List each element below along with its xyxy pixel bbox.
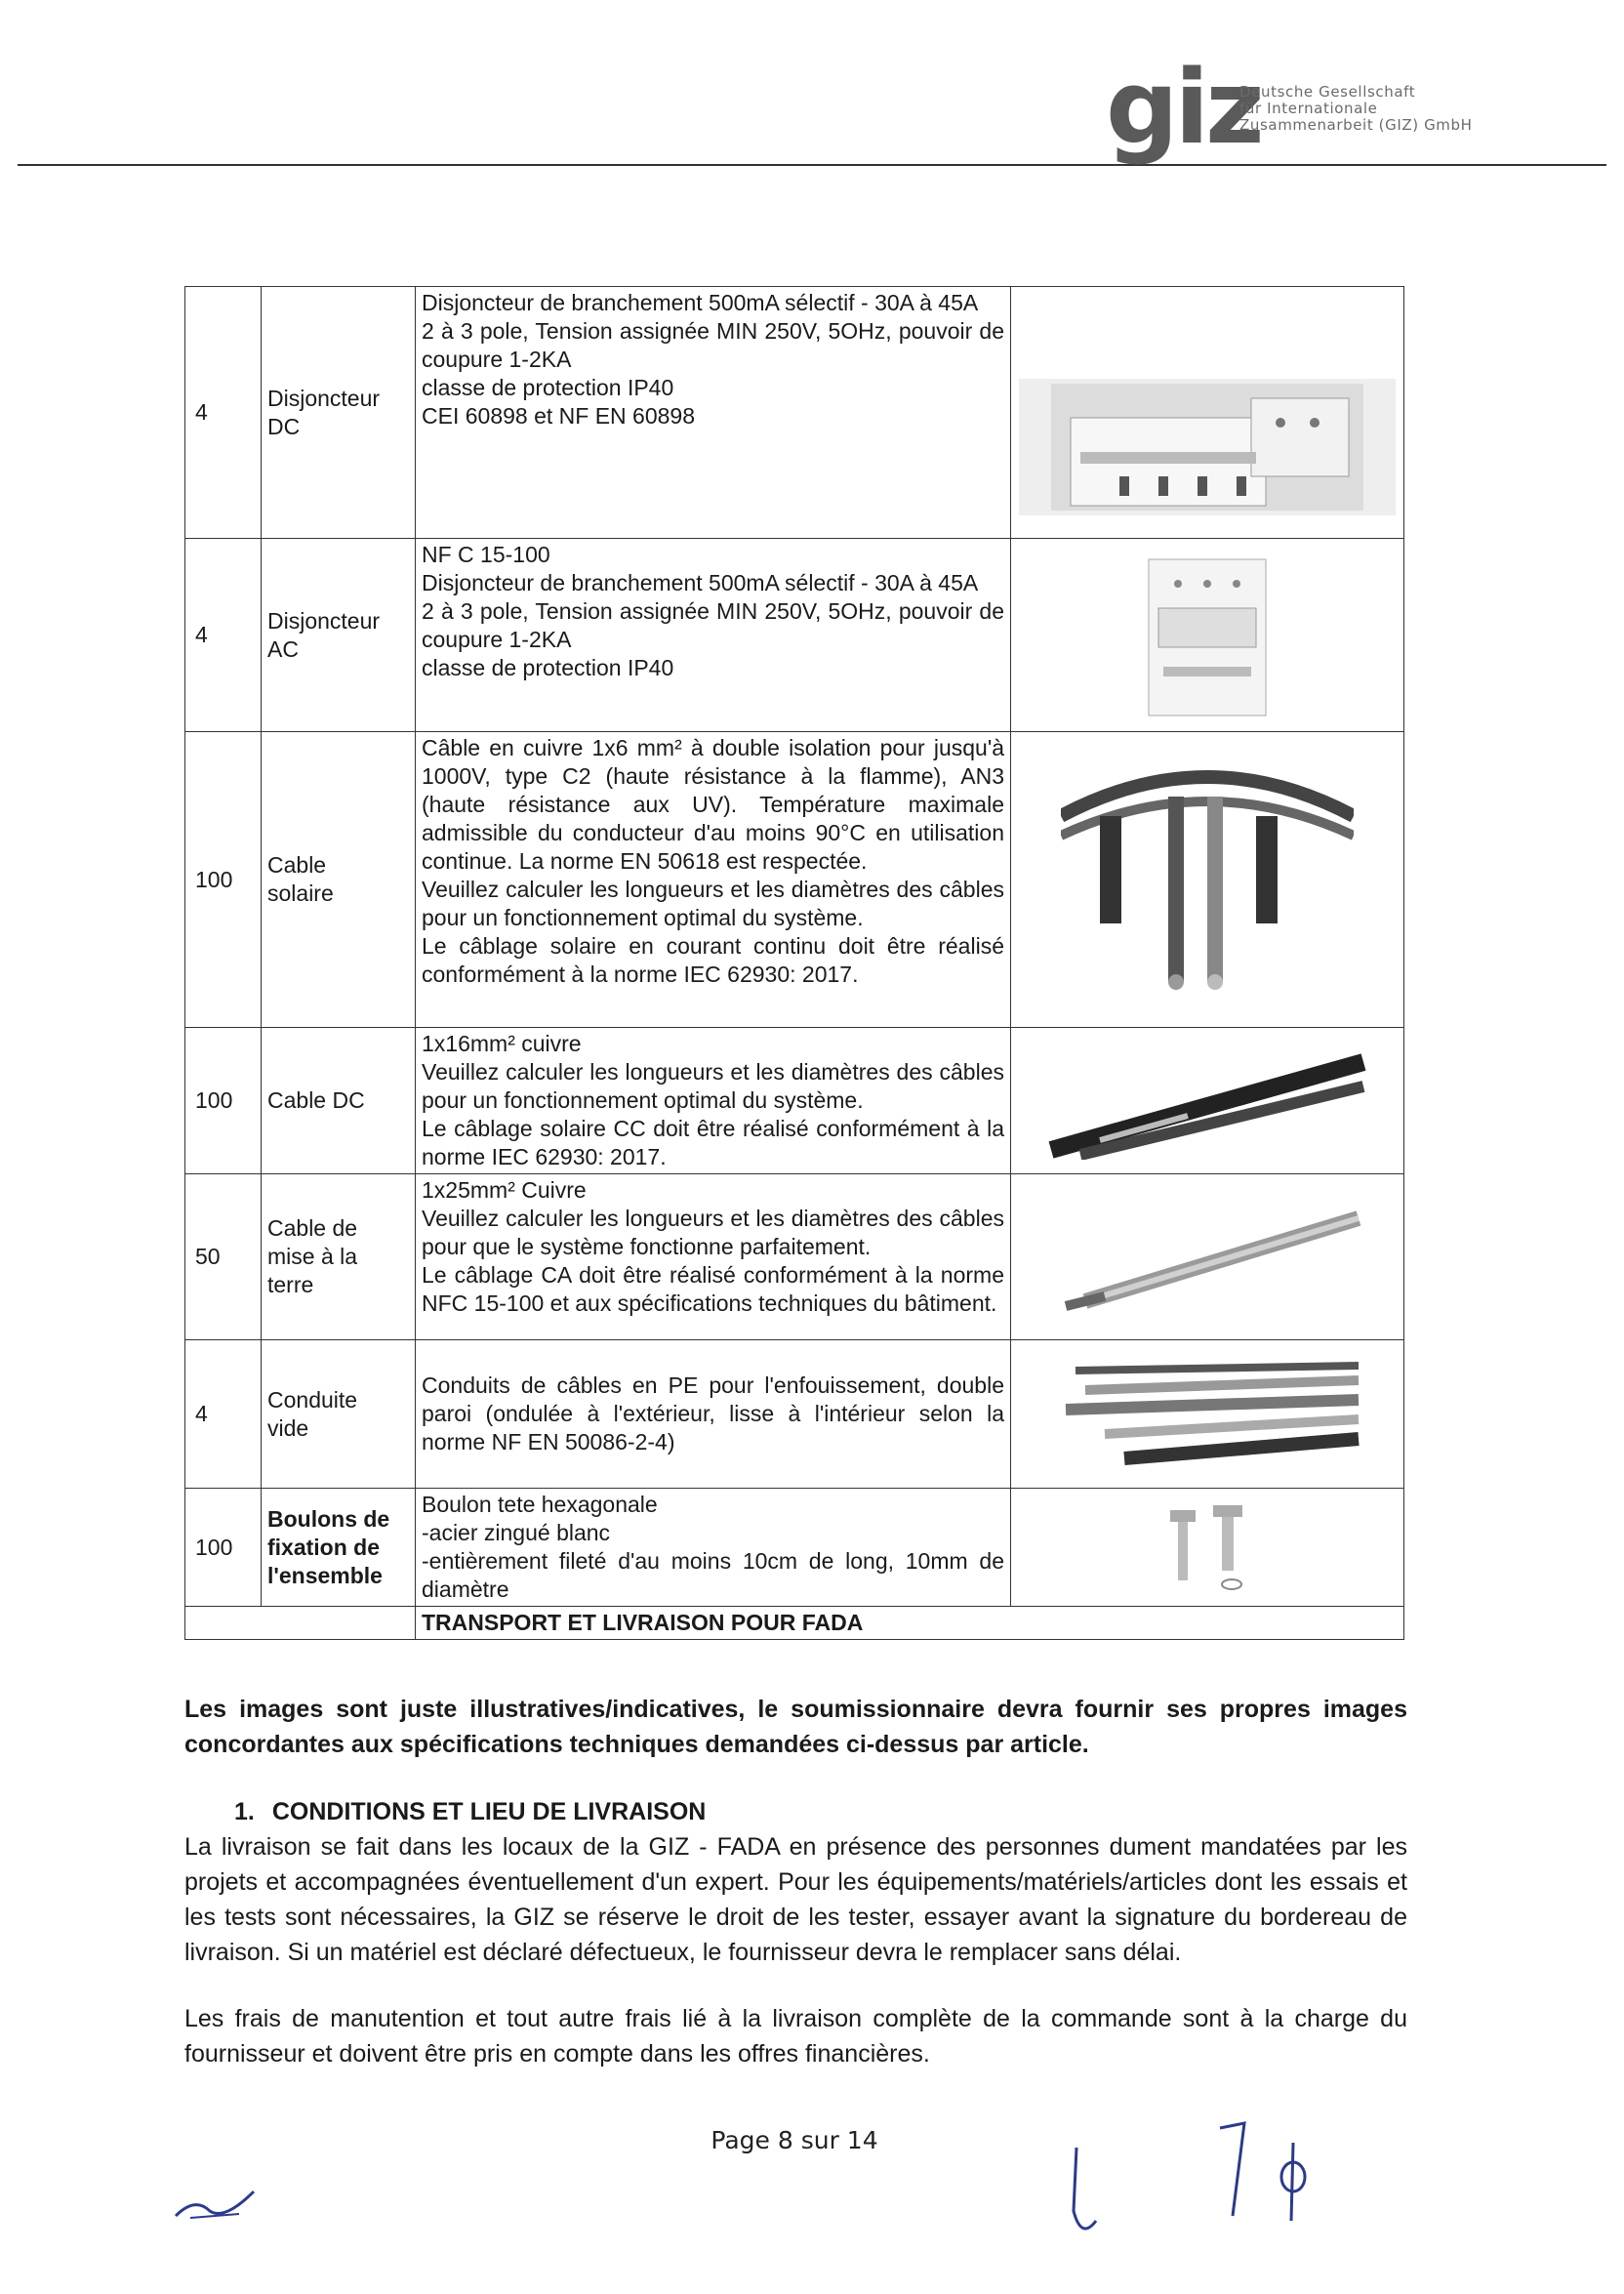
desc-line: Le câblage CA doit être réalisé conformément à la norme NFC 15-100 et aux spécifications techniques du bâtiment.	[422, 1262, 1004, 1316]
item-name-line: vide	[267, 1414, 309, 1441]
description-cell	[416, 1028, 1011, 1174]
item-name-cell	[262, 732, 416, 1028]
qty-cell: 100	[185, 1489, 262, 1607]
image-cell	[1011, 539, 1404, 732]
item-name-cell	[262, 1607, 416, 1640]
qty-cell: 4	[185, 1340, 262, 1489]
transport-label: TRANSPORT ET LIVRAISON POUR FADA	[416, 1607, 1404, 1640]
desc-line: classe de protection IP40	[422, 375, 674, 400]
dc-cable-photo-icon	[1019, 1038, 1396, 1165]
description-cell	[416, 1174, 1011, 1340]
circuit-breaker-dc-photo-icon	[1019, 379, 1396, 515]
item-name-line: Disjoncteur	[267, 385, 381, 411]
table-row	[185, 1174, 1404, 1340]
image-cell	[1011, 1174, 1404, 1340]
table-row	[185, 1607, 1404, 1640]
description-cell	[416, 287, 1011, 539]
description-cell	[416, 1340, 1011, 1489]
org-name	[1239, 84, 1473, 134]
solar-cable-photo-icon	[1019, 753, 1396, 1006]
item-name-line: DC	[267, 413, 301, 439]
desc-line: CEI 60898 et NF EN 60898	[422, 403, 695, 429]
desc-line: Veuillez calculer les longueurs et les diamètres des câbles pour un fonctionnement optimal du système.	[422, 1059, 1004, 1113]
table-row	[185, 1489, 1404, 1607]
desc-line: -entièrement fileté d'au moins 10cm de long, 10mm de diamètre	[422, 1548, 1004, 1602]
qty-cell	[185, 1607, 262, 1640]
desc-line: Veuillez calculer les longueurs et les diamètres des câbles pour que le système fonctionne parfaitement.	[422, 1206, 1004, 1259]
item-name-line: solaire	[267, 881, 334, 906]
desc-line: Veuillez calculer les longueurs et les diamètres des câbles pour un fonctionnement optimal du système.	[422, 877, 1004, 930]
signature-2-icon	[1062, 2143, 1111, 2250]
desc-line: Câble en cuivre 1x6 mm² à double isolation pour jusqu'à 1000V, type C2 (haute résistance à la flamme), AN3 (haute résistance aux UV). Température maximale admissible du conducteur d'au moins 90°C en utilisation continue. La norme EN 50618 est respectée.	[422, 735, 1004, 874]
item-name-line: Cable	[267, 852, 327, 878]
desc-line: Le câblage solaire CC doit être réalisé conformément à la norme IEC 62930: 2017.	[422, 1116, 1004, 1169]
table-row	[185, 732, 1404, 1028]
image-cell	[1011, 1028, 1404, 1174]
item-name-line: Cable DC	[267, 1087, 365, 1113]
item-name-line: Conduite	[267, 1386, 358, 1413]
desc-line: Conduits de câbles en PE pour l'enfouissement, double paroi (ondulée à l'extérieur, lisse à l'intérieur selon la norme NF EN 50086-2-4)	[422, 1372, 1004, 1454]
desc-line: classe de protection IP40	[422, 655, 674, 680]
desc-line: 2 à 3 pole, Tension assignée MIN 250V, 5OHz, pouvoir de coupure 1-2KA	[422, 318, 1004, 372]
desc-line: NF C 15-100	[422, 542, 550, 567]
signature-1-icon	[171, 2187, 259, 2226]
image-cell	[1011, 732, 1404, 1028]
item-name-line: Boulons de	[267, 1505, 390, 1532]
qty-cell: 100	[185, 732, 262, 1028]
items-table	[184, 286, 1404, 1640]
description-cell	[416, 732, 1011, 1028]
desc-line: Disjoncteur de branchement 500mA sélectif - 30A à 45A	[422, 570, 979, 595]
section-number: 1.	[234, 1798, 255, 1825]
item-name-cell	[262, 1174, 416, 1340]
image-cell	[1011, 287, 1404, 539]
item-name-line: fixation de	[267, 1534, 381, 1560]
item-name-cell	[262, 1489, 416, 1607]
table-row	[185, 287, 1404, 539]
item-name-line: mise à la	[267, 1244, 358, 1269]
desc-line: Disjoncteur de branchement 500mA sélectif - 30A à 45A	[422, 290, 979, 315]
qty-cell: 4	[185, 539, 262, 732]
item-name-cell	[262, 287, 416, 539]
item-name-cell	[262, 1028, 416, 1174]
item-name-line: AC	[267, 635, 299, 662]
desc-line: -acier zingué blanc	[422, 1520, 611, 1545]
conduit-pipes-photo-icon	[1019, 1350, 1396, 1479]
earth-cable-photo-icon	[1019, 1184, 1396, 1331]
section-title-text: CONDITIONS ET LIEU DE LIVRAISON	[271, 1798, 707, 1825]
description-cell	[416, 1489, 1011, 1607]
giz-logo: giz	[1106, 48, 1261, 167]
item-name-line: Cable de	[267, 1215, 358, 1241]
item-name-cell	[262, 1340, 416, 1489]
image-cell	[1011, 1489, 1404, 1607]
bolts-photo-icon	[1019, 1498, 1396, 1596]
org-line: Deutsche Gesellschaft	[1239, 83, 1416, 101]
item-name-line: terre	[267, 1272, 314, 1297]
section-title	[234, 1796, 706, 1827]
desc-line: 1x16mm² cuivre	[422, 1031, 582, 1056]
table-row	[185, 1340, 1404, 1489]
qty-cell: 100	[185, 1028, 262, 1174]
page-number: Page 8 sur 14	[710, 2126, 878, 2154]
signature-3-icon	[1215, 2118, 1254, 2226]
item-name-line: l'ensemble	[267, 1562, 383, 1588]
desc-line: 2 à 3 pole, Tension assignée MIN 250V, 5OHz, pouvoir de coupure 1-2KA	[422, 598, 1004, 652]
signature-4-icon	[1274, 2138, 1313, 2226]
desc-line: Boulon tete hexagonale	[422, 1492, 658, 1517]
qty-cell: 50	[185, 1174, 262, 1340]
paragraph: La livraison se fait dans les locaux de la GIZ - FADA en présence des personnes dument mandatées par les projets et accompagnées éventuellement d'un expert. Pour les équipements/matériels/articles dont les essais et les tests sont nécessaires, la GIZ se réserve le droit de les tester, essayer avant la signature du bordereau de livraison. Si un matériel est déclaré défectueux, le fournisseur devra le remplacer sans délai.	[184, 1833, 1407, 1966]
table-row	[185, 539, 1404, 732]
page-header	[18, 39, 1606, 166]
item-name-line: Disjoncteur	[267, 607, 381, 634]
description-cell	[416, 539, 1011, 732]
images-note: Les images sont juste illustratives/indicatives, le soumissionnaire devra fournir ses propres images concordantes aux spécifications techniques demandées ci-dessus par article.	[184, 1696, 1407, 1758]
image-cell	[1011, 1340, 1404, 1489]
desc-line: Le câblage solaire en courant continu doit être réalisé conformément à la norme IEC 62930: 2017.	[422, 933, 1004, 987]
org-line: für Internationale	[1239, 100, 1378, 117]
table-row	[185, 1028, 1404, 1174]
qty-cell: 4	[185, 287, 262, 539]
org-line: Zusammenarbeit (GIZ) GmbH	[1239, 116, 1473, 134]
paragraph: Les frais de manutention et tout autre frais lié à la livraison complète de la commande sont à la charge du fournisseur et doivent être pris en compte dans les offres financières.	[184, 2005, 1407, 2068]
item-name-cell	[262, 539, 416, 732]
desc-line: 1x25mm² Cuivre	[422, 1177, 587, 1203]
circuit-breaker-ac-photo-icon	[1019, 548, 1396, 723]
